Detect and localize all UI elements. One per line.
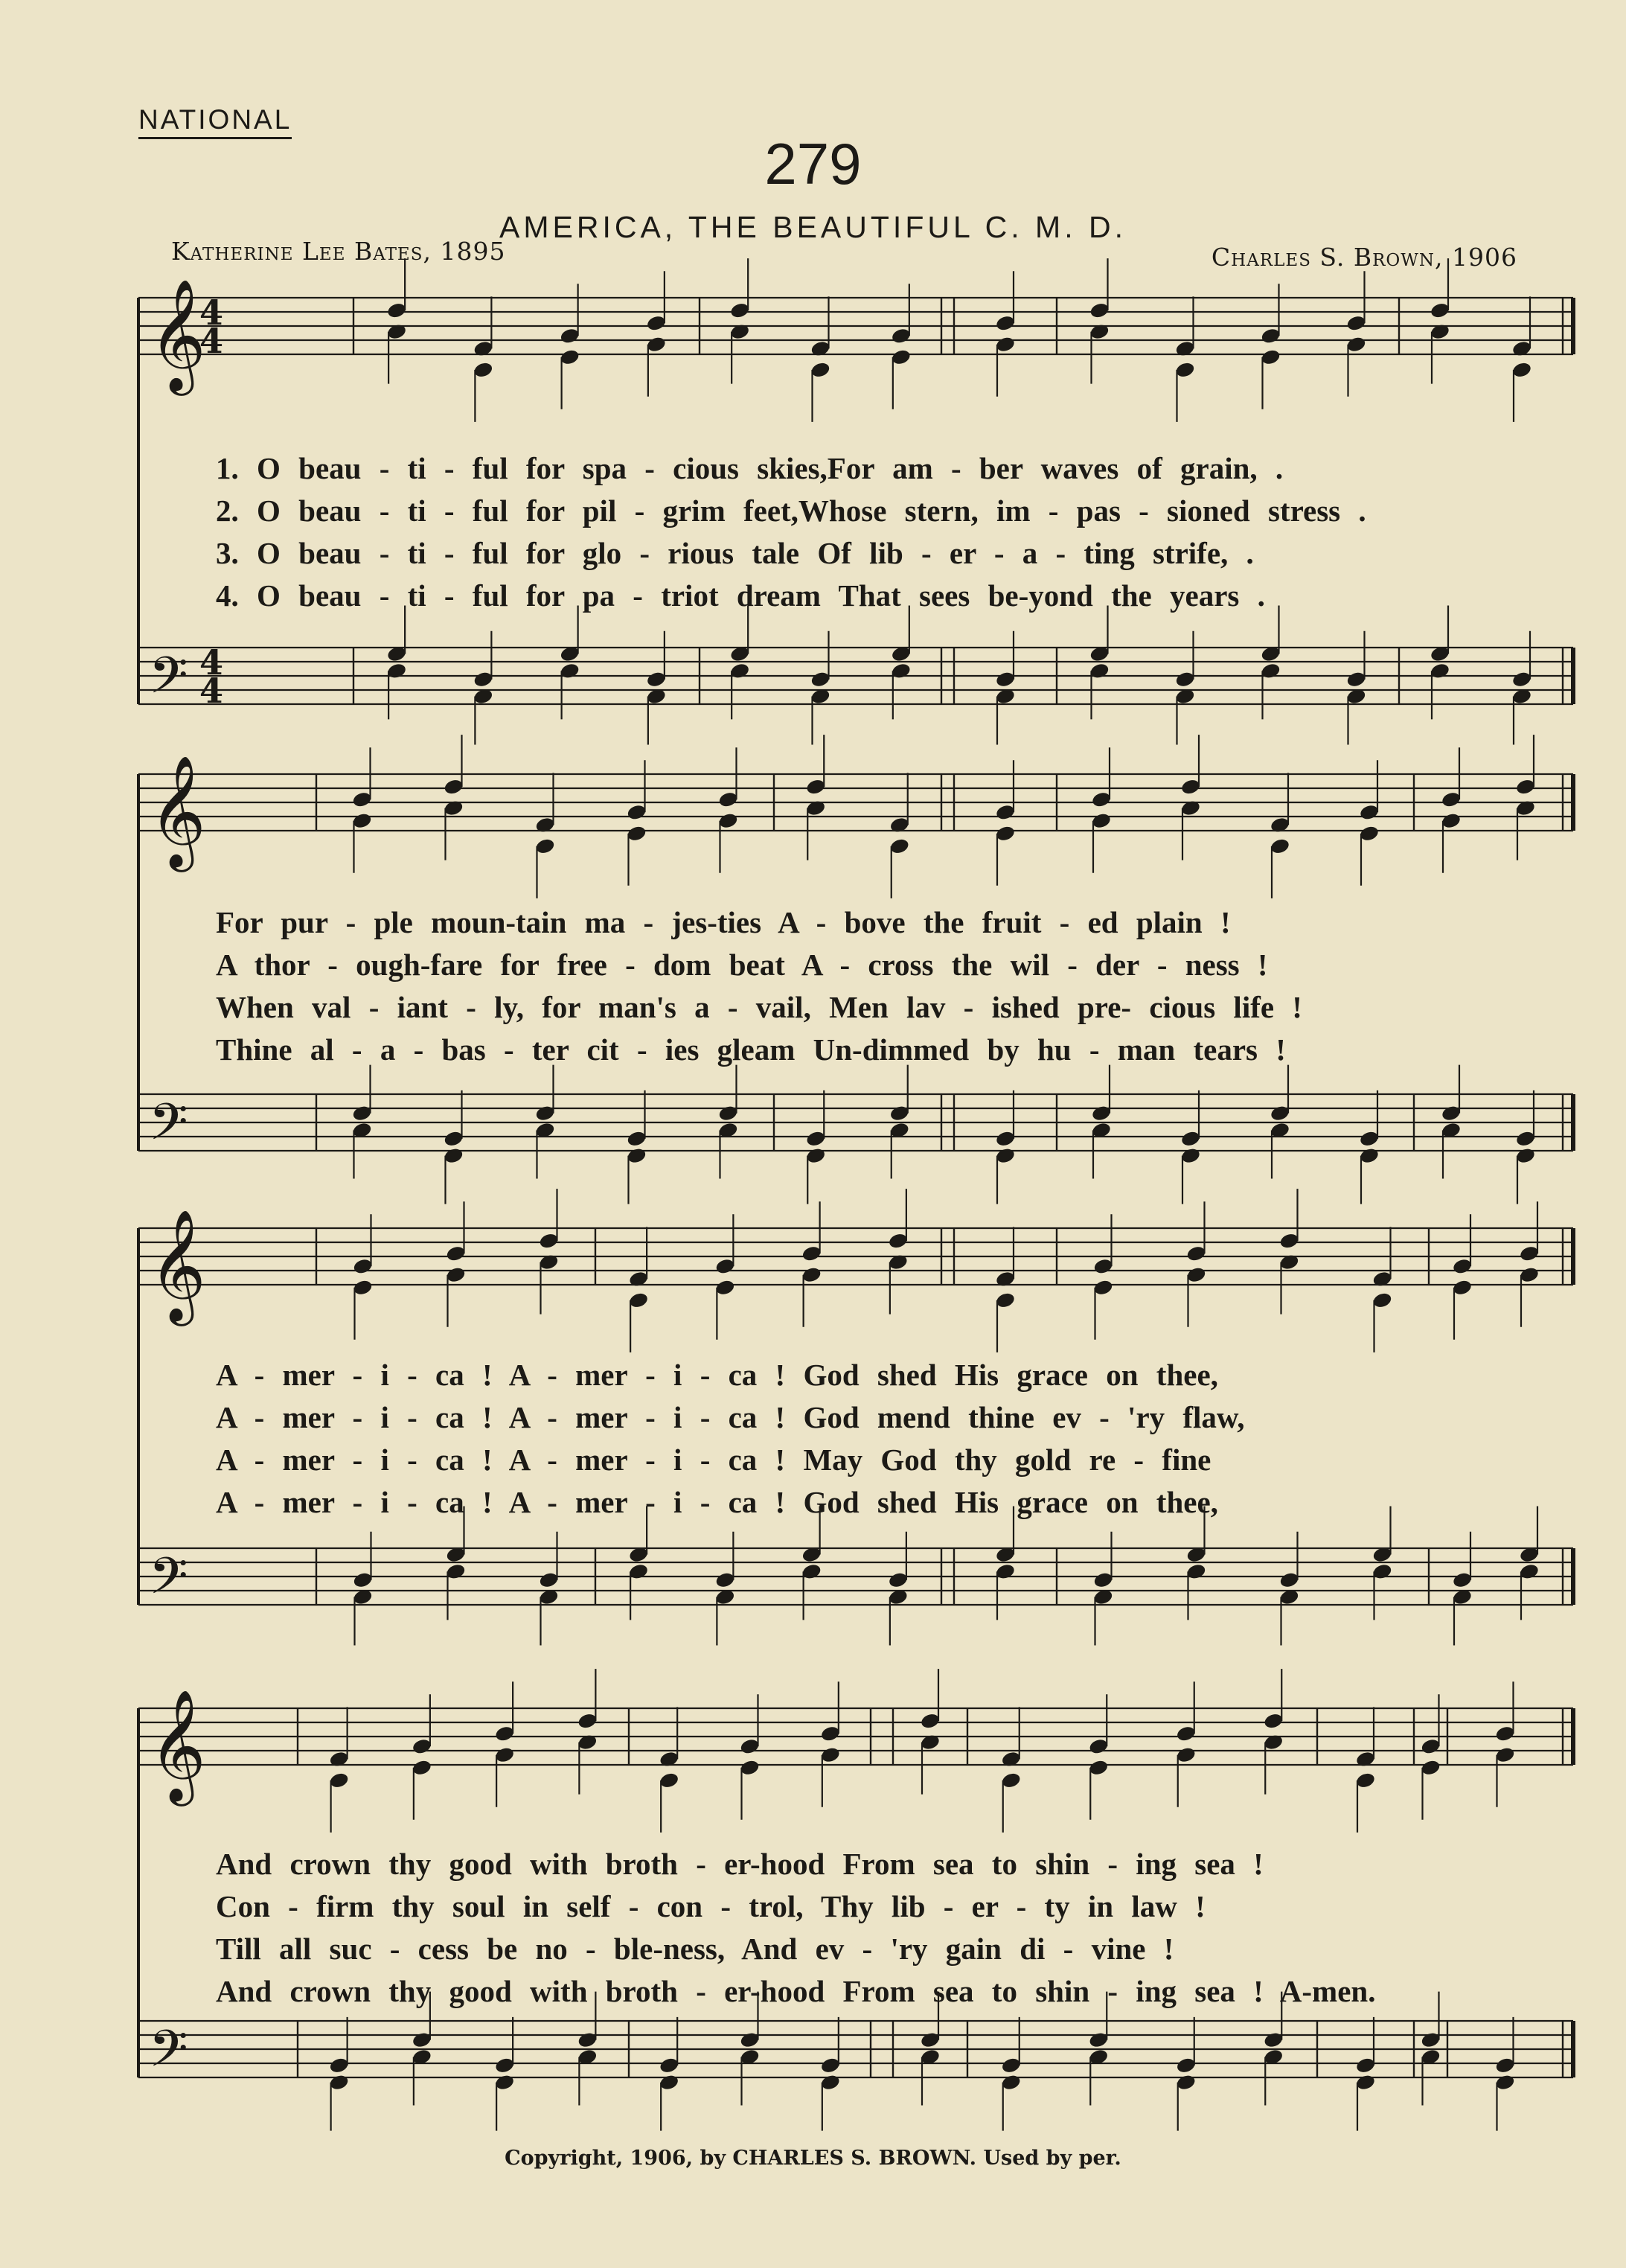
hymn-title: AMERICA, THE BEAUTIFUL C. M. D. (499, 210, 1127, 244)
lyric-line: 3. O beau - ti - ful for glo - rious tale Of lib - er - a - ting strife, . (216, 536, 1254, 570)
treble-clef: 𝄞 (149, 754, 206, 867)
treble-clef: 𝄞 (149, 1208, 206, 1321)
composer-credit: Charles S. Brown, 1906 (1211, 243, 1517, 272)
treble-clef: 𝄞 (149, 278, 206, 391)
lyric-line: Till all suc - cess be no - ble-ness, And ev - 'ry gain di - vine ! (216, 1932, 1174, 1966)
lyric-line: And crown thy good with broth - er-hood From sea to shin - ing sea ! A-men. (216, 1974, 1376, 2008)
copyright-notice: Copyright, 1906, by CHARLES S. BROWN. Used by per. (505, 2147, 1121, 2170)
author-credit: Katherine Lee Bates, 1895 (171, 237, 506, 266)
time-signature-top: 4 (199, 293, 224, 333)
lyric-line: A - mer - i - ca ! A - mer - i - ca ! God shed His grace on thee, (216, 1358, 1218, 1392)
bass-clef: 𝄢 (149, 1547, 188, 1618)
time-signature-bottom: 4 (199, 671, 224, 711)
lyric-line: A - mer - i - ca ! A - mer - i - ca ! God shed His grace on thee, (216, 1485, 1218, 1519)
lyric-line: When val - iant - ly, for man's a - vail, Men lav - ished pre- cious life ! (216, 990, 1302, 1024)
lyric-line: Thine al - a - bas - ter cit - ies gleam Un-dimmed by hu - man tears ! (216, 1032, 1286, 1067)
section-label: NATIONAL (138, 104, 292, 139)
time-signature-top: 4 (199, 642, 224, 683)
lyric-line: A thor - ough-fare for free - dom beat A - cross the wil - der - ness ! (216, 948, 1268, 982)
lyric-line: For pur - ple moun-tain ma - jes-ties A - bove the fruit - ed plain ! (216, 905, 1231, 939)
bass-clef: 𝄢 (149, 647, 188, 718)
bass-clef: 𝄢 (149, 2020, 188, 2091)
lyric-line: 1. O beau - ti - ful for spa - cious skies,For am - ber waves of grain, . (216, 451, 1284, 485)
lyric-line: And crown thy good with broth - er-hood From sea to shin - ing sea ! (216, 1847, 1264, 1881)
bass-clef: 𝄢 (149, 1093, 188, 1164)
hymn-number: 279 (764, 131, 862, 197)
time-signature-bottom: 4 (199, 321, 224, 361)
lyric-line: 2. O beau - ti - ful for pil - grim feet,Whose stern, im - pas - sioned stress . (216, 493, 1366, 528)
treble-clef: 𝄞 (149, 1688, 206, 1801)
lyric-line: Con - firm thy soul in self - con - trol, Thy lib - er - ty in law ! (216, 1889, 1206, 1923)
lyric-line: 4. O beau - ti - ful for pa - triot dream That sees be-yond the years . (216, 578, 1265, 613)
lyric-line: A - mer - i - ca ! A - mer - i - ca ! May God thy gold re - fine (216, 1443, 1212, 1477)
lyric-line: A - mer - i - ca ! A - mer - i - ca ! God mend thine ev - 'ry flaw, (216, 1400, 1245, 1434)
